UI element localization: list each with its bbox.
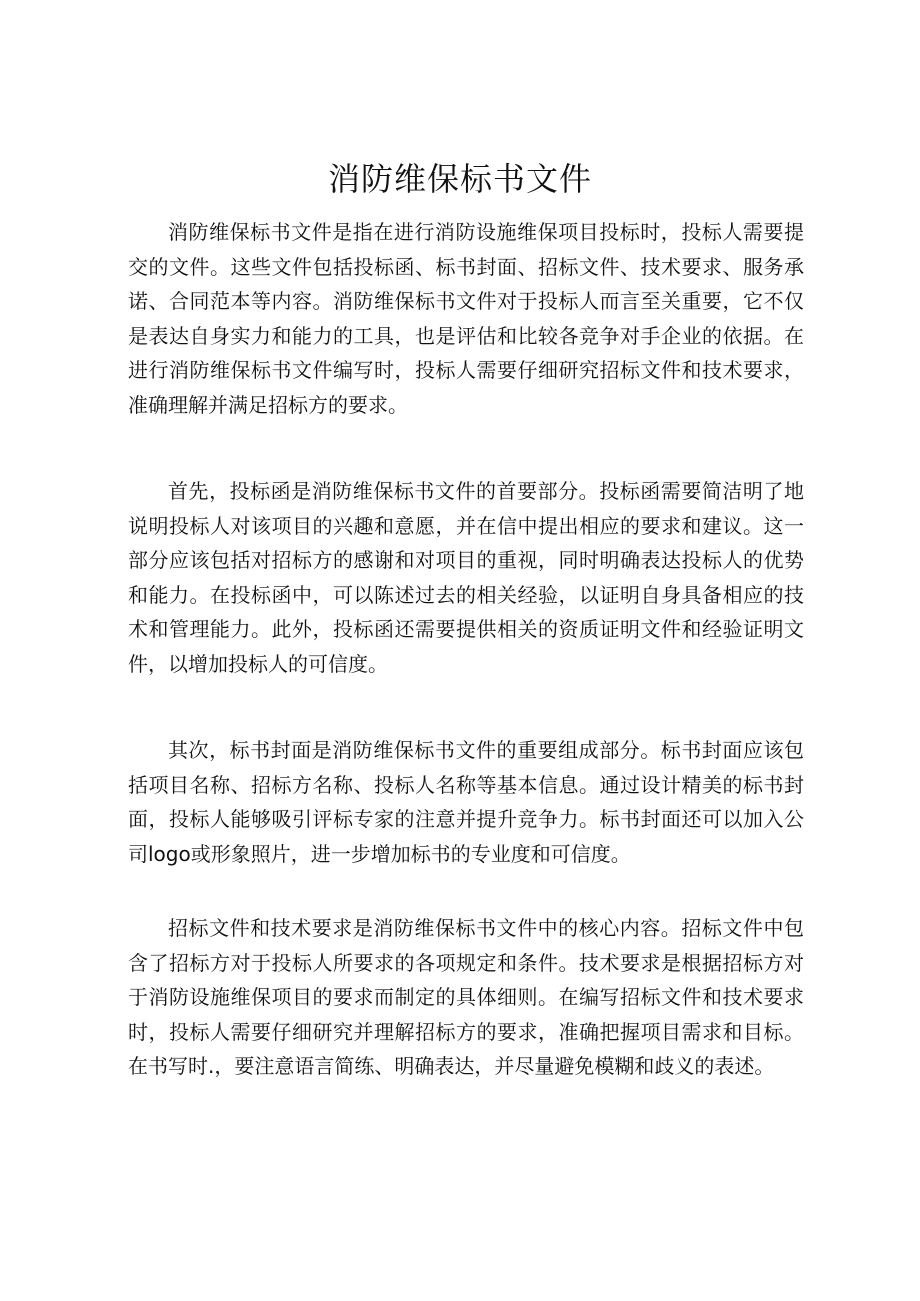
paragraph-bid-letter: 首先，投标函是消防维保标书文件的首要部分。投标函需要简洁明了地说明投标人对该项目的兴趣和意愿，并在信中提出相应的要求和建议。这一部分应该包括对招标方的感谢和对项目的重视，同时明确表达投标人的优势和能力。在投标函中，可以陈述过去的相关经验，以证明自身具备相应的技术和管理能力。此外，投标函还需要提供相关的资质证明文件和经验证明文件，以增加投标人的可信度。 xyxy=(128,479,804,676)
paragraph-introduction: 消防维保标书文件是指在进行消防设施维保项目投标时，投标人需要提交的文件。这些文件包括投标函、标书封面、招标文件、技术要求、服务承诺、合同范本等内容。消防维保标书文件对于投标人而言至关重要，它不仅是表达自身实力和能力的工具，也是评估和比较各竞争对手企业的依据。在进行消防维保标书文件编写时，投标人需要仔细研究招标文件和技术要求，准确理解并满足招标方的要求。 xyxy=(128,220,804,417)
paragraph-cover: 其次，标书封面是消防维保标书文件的重要组成部分。标书封面应该包括项目名称、招标方名称、投标人名称等基本信息。通过设计精美的标书封面，投标人能够吸引评标专家的注意并提升竞争力。标书封面还可以加入公司logo或形象照片，进一步增加标书的专业度和可信度。 xyxy=(128,738,804,866)
document-title: 消防维保标书文件 xyxy=(327,160,592,198)
paragraph-tender-requirements: 招标文件和技术要求是消防维保标书文件中的核心内容。招标文件中包含了招标方对于投标人所要求的各项规定和条件。技术要求是根据招标方对于消防设施维保项目的要求而制定的具体细则。在编写招标文件和技术要求时，投标人需要仔细研究并理解招标方的要求，准确把握项目需求和目标。在书写时.，要注意语言简练、明确表达，并尽量避免模糊和歧义的表述。 xyxy=(128,916,804,1079)
